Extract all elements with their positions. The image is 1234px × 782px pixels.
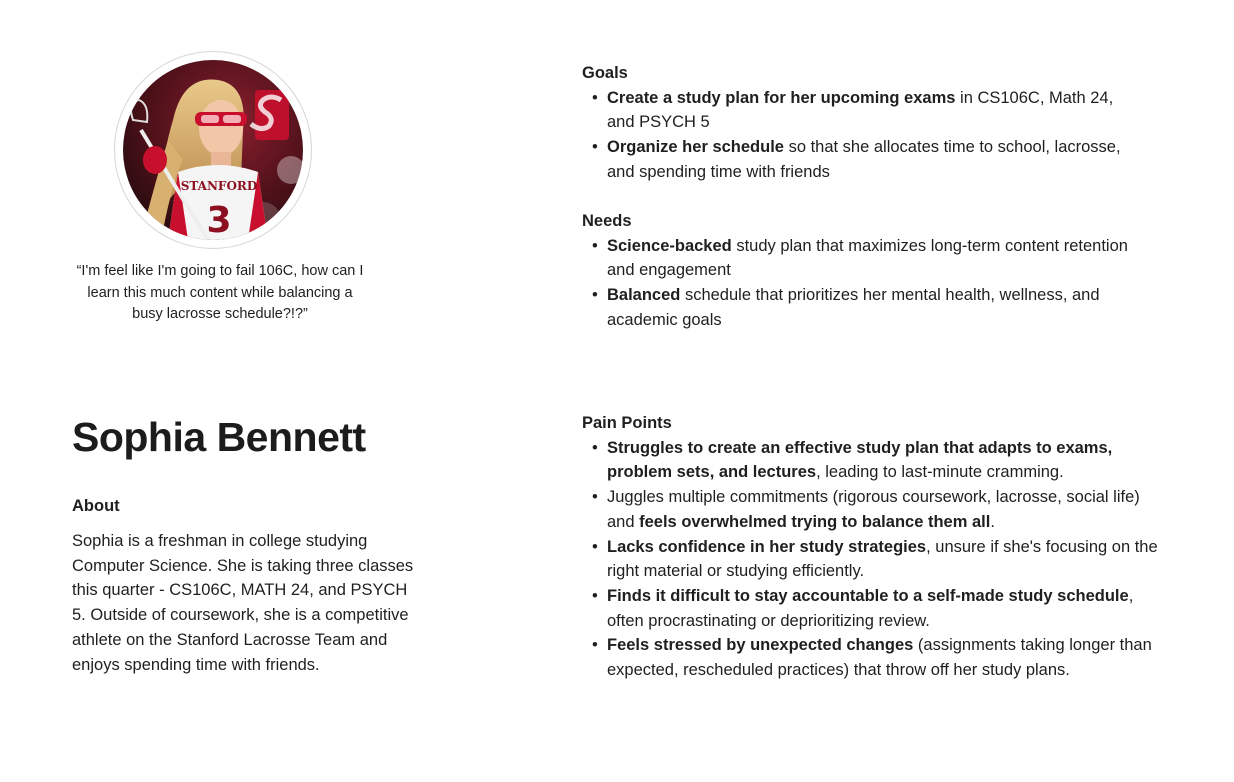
- pain-point-text: , often procrastinating or deprioritizing review.: [607, 586, 1134, 630]
- bullet-icon: •: [592, 636, 598, 655]
- avatar-image: [123, 60, 303, 240]
- pain-point-text: .: [990, 512, 995, 531]
- pain-point-text: Juggles multiple commitments (rigorous coursework, lacrosse, social life) and: [607, 488, 1140, 531]
- avatar: [114, 51, 312, 249]
- goals-heading: Goals: [582, 64, 628, 82]
- bullet-icon: •: [592, 438, 598, 457]
- pain-point-item: [582, 584, 1162, 633]
- pain-point-bold: Finds it difficult to stay accountable to a self-made study schedule: [607, 586, 1129, 605]
- jersey-number: 3: [206, 200, 232, 240]
- pain-point-text: , unsure if she's focusing on the right material or studying efficiently.: [607, 537, 1158, 581]
- pain-point-item: [582, 485, 1162, 534]
- need-item: [582, 283, 1142, 332]
- bullet-icon: •: [592, 88, 607, 107]
- goal-item-bold: Create a study plan for her upcoming exams: [607, 88, 956, 107]
- goal-item: [582, 86, 1142, 135]
- pain-point-bold: Struggles to create an effective study plan that adapts to exams, problem sets, and lectures: [607, 438, 1113, 482]
- pain-point-item: [582, 535, 1162, 584]
- stanford-logo-icon: [251, 90, 289, 140]
- goal-item: [582, 135, 1142, 184]
- bullet-icon: •: [592, 488, 598, 507]
- athlete-portrait-illustration: [123, 60, 303, 240]
- goals-section: [582, 61, 1142, 185]
- need-item-bold: Science-backed: [607, 236, 732, 255]
- pain-point-bold: Feels stressed by unexpected changes: [607, 636, 914, 655]
- jersey-text: STANFORD: [180, 179, 258, 193]
- pain-point-text: , leading to last-minute cramming.: [816, 463, 1064, 482]
- need-item-text: study plan that maximizes long-term content retention and engagement: [607, 236, 1128, 280]
- pain-points-heading: Pain Points: [582, 414, 672, 432]
- persona-name: Sophia Bennett: [72, 414, 366, 460]
- bullet-icon: •: [592, 138, 607, 157]
- pain-point-bold: Lacks confidence in her study strategies: [607, 537, 927, 556]
- need-item-text: schedule that prioritizes her mental health, wellness, and academic goals: [607, 286, 1100, 329]
- about-heading: About: [72, 497, 120, 515]
- needs-heading: Needs: [582, 212, 632, 230]
- bullet-icon: •: [592, 586, 598, 605]
- need-item: [582, 234, 1142, 283]
- need-item-bold: Balanced: [607, 286, 681, 305]
- bullet-icon: •: [592, 286, 607, 305]
- persona-quote: “I'm feel like I'm going to fail 106C, how can I learn this much content while balancing a busy lacrosse schedule?!?”: [76, 263, 364, 322]
- about-text: Sophia is a freshman in college studying Computer Science. She is taking three classes this quarter - CS106C, MATH 24, and PSYCH 5. Outside of coursework, she is a competitive athlete on the Stanford Lacrosse Team and enjoys spending time with friends.: [72, 532, 414, 674]
- needs-section: [582, 209, 1142, 333]
- bullet-icon: •: [592, 236, 607, 255]
- bullet-icon: •: [592, 537, 598, 556]
- goal-item-bold: Organize her schedule: [607, 138, 784, 157]
- pain-point-item: [582, 436, 1162, 485]
- goal-item-text: so that she allocates time to school, lacrosse, and spending time with friends: [607, 138, 1121, 181]
- pain-point-bold: feels overwhelmed trying to balance them all: [639, 512, 991, 531]
- pain-point-text: (assignments taking longer than expected, rescheduled practices) that throw off her study plans.: [607, 636, 1152, 680]
- pain-point-item: [582, 633, 1162, 682]
- goal-item-text: in CS106C, Math 24, and PSYCH 5: [607, 88, 1114, 132]
- pain-points-section: [582, 411, 1162, 683]
